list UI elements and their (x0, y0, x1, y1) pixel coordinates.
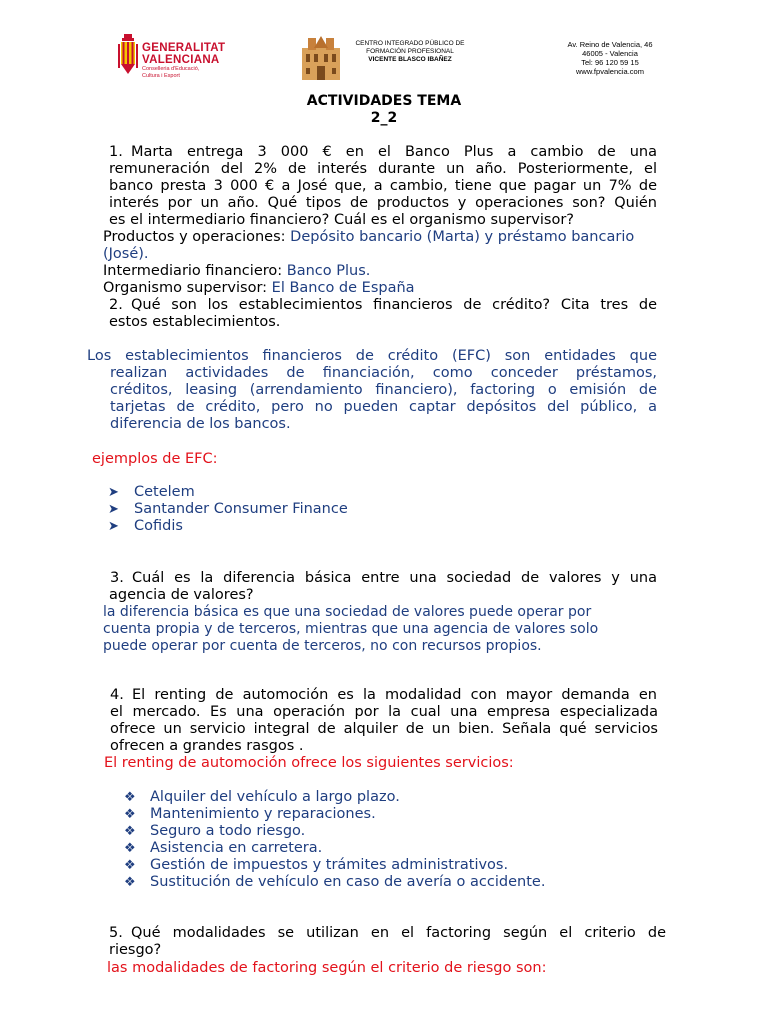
q1-line2: remuneración del 2% de interés durante un año. Posteriormente, el (109, 161, 657, 177)
q1-line5: es el intermediario financiero? Cuál es el organismo supervisor? (109, 212, 574, 228)
diamond-bullet-icon: ❖ (124, 807, 136, 822)
letterhead (0, 28, 768, 88)
page-title (0, 93, 768, 127)
q1-supervisor-label: Organismo supervisor: (103, 280, 272, 296)
list-item: ❖ Mantenimiento y reparaciones. (124, 806, 376, 822)
question-4-number: 4. (110, 687, 124, 703)
list-item: ❖ Sustitución de vehículo en caso de avería o accidente. (124, 874, 546, 890)
question-3 (110, 570, 657, 587)
q4-answer-intro: El renting de automoción ofrece los siguientes servicios: (104, 755, 514, 771)
cipfp-logo (300, 34, 480, 84)
diamond-bullet-icon: ❖ (124, 790, 136, 805)
q5-line2: riesgo? (109, 942, 162, 958)
arrowhead-bullet-icon: ➤ (108, 519, 119, 534)
q2-answer-line5: diferencia de los bancos. (110, 416, 291, 432)
diamond-bullet-icon: ❖ (124, 824, 136, 839)
q3-line2: agencia de valores? (109, 587, 254, 603)
question-4 (110, 687, 657, 704)
q1-supervisor-value: El Banco de España (271, 280, 415, 296)
q4-line3: ofrece un servicio integral de alquiler de un bien. Señala qué servicios (110, 721, 658, 737)
title-line1: ACTIVIDADES TEMA (306, 93, 462, 109)
centro-line1: CENTRO INTEGRADO PÚBLICO DE (355, 40, 465, 47)
q2-examples-label: ejemplos de EFC: (92, 451, 218, 467)
generalitat-line1: GENERALITAT (142, 42, 226, 54)
question-1-number: 1. (109, 144, 123, 160)
list-item: ❖ Seguro a todo riesgo. (124, 823, 306, 839)
diamond-bullet-icon: ❖ (124, 841, 136, 856)
generalitat-sub2: Cultura i Esport (142, 72, 180, 79)
question-2-number: 2. (109, 297, 123, 313)
q2-answer-line4: tarjetas de crédito, pero no pueden captar depósitos del público, a (110, 399, 657, 415)
q2-answer-line3: créditos, leasing (arrendamiento financiero), factoring o emisión de (110, 382, 657, 398)
q3-answer (103, 604, 663, 655)
list-item: ❖ Asistencia en carretera. (124, 840, 323, 856)
q2-answer-line2: realizan actividades de financiación, como conceder préstamos, (110, 365, 657, 381)
q2-line1: Qué son los establecimientos financieros de crédito? Cita tres de (131, 297, 657, 313)
renting-services-list (124, 789, 545, 891)
q1-products-answer (103, 229, 634, 246)
generalitat-emblem-icon (118, 34, 138, 80)
question-1-body (109, 161, 657, 229)
generalitat-logo (118, 34, 248, 86)
list-item: ❖ Gestión de impuestos y trámites administrativos. (124, 857, 509, 873)
q1-products-value: Depósito bancario (Marta) y préstamo bancario (290, 229, 635, 245)
q2-answer-line1: Los establecimientos financieros de crédito (EFC) son entidades que (87, 348, 657, 364)
centro-line3: VICENTE BLASCO IBAÑEZ (368, 56, 452, 63)
list-item: ➤ Cetelem (108, 484, 195, 500)
building-icon (300, 34, 342, 82)
arrowhead-bullet-icon: ➤ (108, 502, 119, 517)
centro-line2: FORMACIÓN PROFESIONAL (366, 48, 454, 55)
q1-intermediary-value: Banco Plus. (286, 263, 371, 279)
question-4-body (110, 704, 658, 755)
q1-products-value-cont: (José). (103, 246, 149, 262)
q5-line1: Qué modalidades se utilizan en el factoring según el criterio de (131, 925, 666, 941)
efc-examples-list (108, 484, 348, 535)
q1-intermediary-answer (103, 263, 370, 280)
q3-answer-line2: cuenta propia y de terceros, mientras que una agencia de valores solo (103, 621, 599, 637)
question-2 (109, 297, 657, 314)
q4-line2: el mercado. Es una operación por la cual una empresa especializada (110, 704, 658, 720)
q1-line4: interés por un año. Qué tipos de productos y operaciones son? Quién (109, 195, 657, 211)
q4-line1: El renting de automoción es la modalidad con mayor demanda en (132, 687, 657, 703)
arrowhead-bullet-icon: ➤ (108, 485, 119, 500)
q1-products-label: Productos y operaciones: (103, 229, 291, 245)
list-item: ➤ Cofidis (108, 518, 183, 534)
address-line4: www.fpvalencia.com (576, 67, 644, 76)
diamond-bullet-icon: ❖ (124, 858, 136, 873)
q3-answer-line3: puede operar por cuenta de terceros, no con recursos propios. (103, 638, 542, 654)
generalitat-sub1: Conselleria d'Educació, (142, 66, 200, 72)
q3-line1: Cuál es la diferencia básica entre una sociedad de valores y una (132, 570, 657, 586)
q2-line2: estos establecimientos. (109, 314, 281, 330)
q5-answer-intro: las modalidades de factoring según el criterio de riesgo son: (107, 960, 547, 976)
address-line2: 46005 - Valencia (582, 49, 638, 58)
question-3-number: 3. (110, 570, 124, 586)
q1-supervisor-answer (103, 280, 415, 297)
title-line2: 2_2 (370, 110, 398, 126)
generalitat-line2: VALENCIANA (142, 54, 220, 66)
list-item: ❖ Alquiler del vehículo a largo plazo. (124, 789, 400, 805)
question-5 (109, 925, 666, 942)
q3-answer-line1: la diferencia básica es que una sociedad de valores puede operar por (103, 604, 592, 620)
q1-intermediary-label: Intermediario financiero: (103, 263, 287, 279)
q4-line4: ofrecen a grandes rasgos . (110, 738, 304, 754)
list-item: ➤ Santander Consumer Finance (108, 501, 348, 517)
address-line3: Tel: 96 120 59 15 (581, 58, 639, 67)
diamond-bullet-icon: ❖ (124, 875, 136, 890)
question-5-number: 5. (109, 925, 123, 941)
q1-line3: banco presta 3 000 € a José que, a cambio, tiene que pagar un 7% de (109, 178, 657, 194)
q2-answer (87, 348, 657, 433)
question-1 (109, 144, 657, 161)
address-line1: Av. Reino de Valencia, 46 (567, 40, 653, 49)
address-block (555, 40, 665, 76)
q1-line1: Marta entrega 3 000 € en el Banco Plus a cambio de una (131, 144, 657, 160)
